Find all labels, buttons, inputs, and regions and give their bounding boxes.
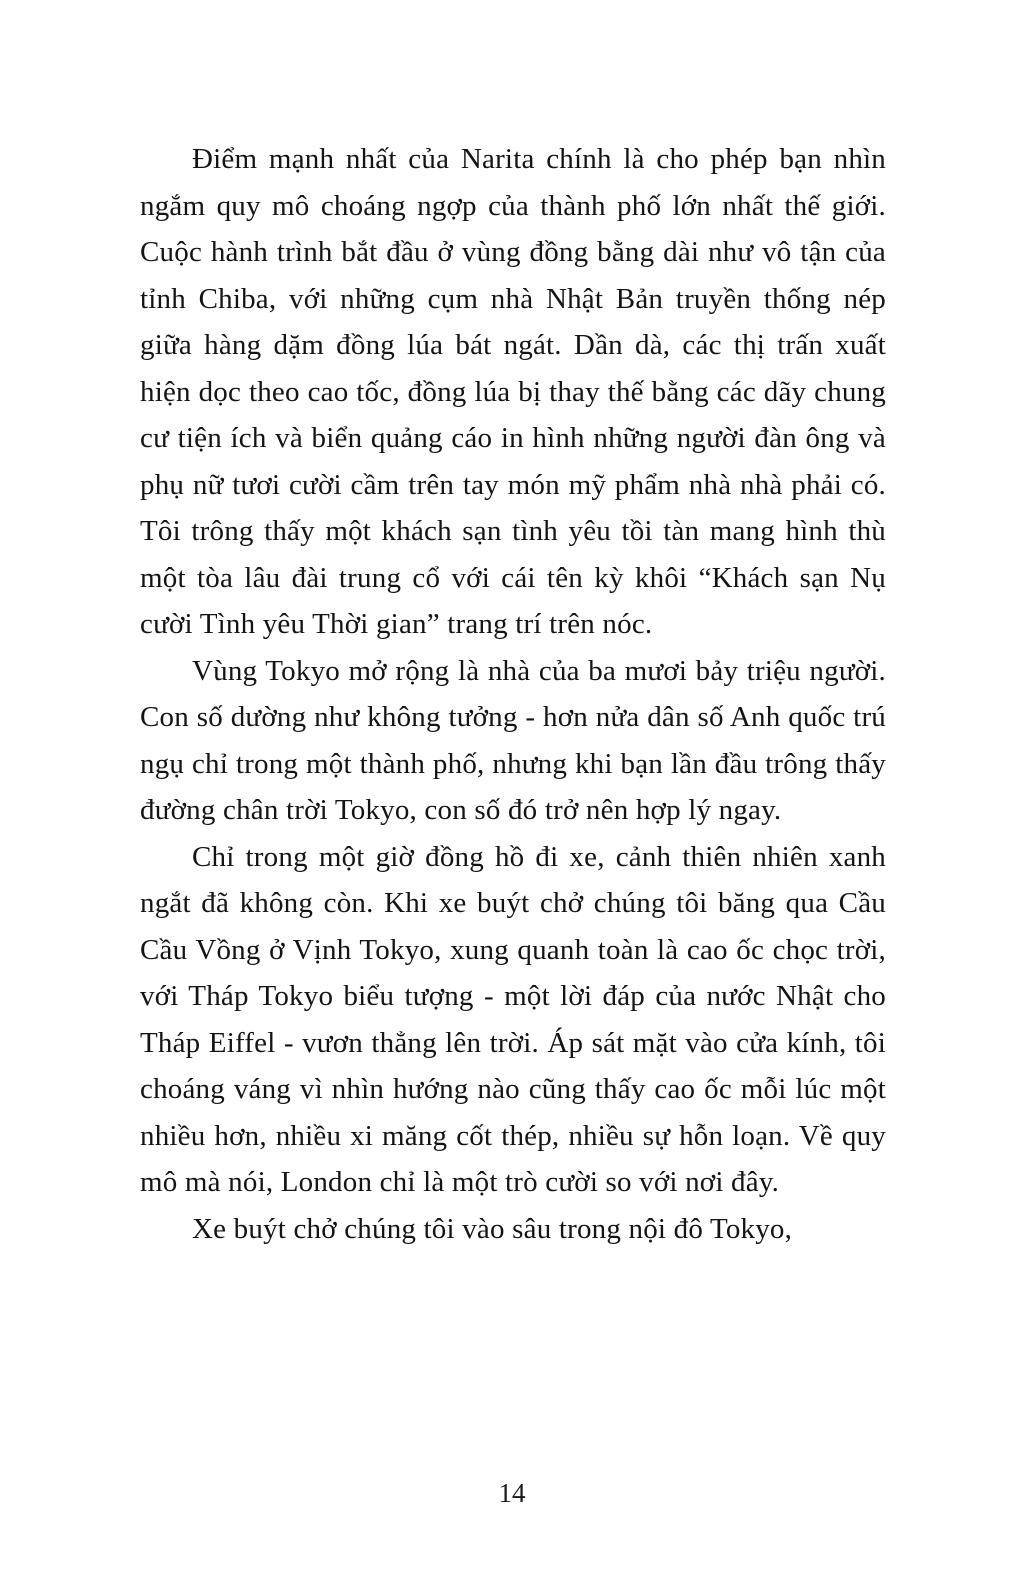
page-number: 14	[498, 1478, 526, 1508]
body-paragraph: Vùng Tokyo mở rộng là nhà của ba mươi bảy triệu người. Con số dường như không tưởng - hơn nửa dân số Anh quốc trú ngụ chỉ trong một thành phố, nhưng khi bạn lần đầu trông thấy đường chân trời Tokyo, con số đó trở nên hợp lý ngay.	[140, 654, 886, 826]
body-paragraph: Xe buýt chở chúng tôi vào sâu trong nội đô Tokyo,	[192, 1212, 793, 1245]
body-paragraph: Chỉ trong một giờ đồng hồ đi xe, cảnh thiên nhiên xanh ngắt đã không còn. Khi xe buýt chở chúng tôi băng qua Cầu Cầu Vồng ở Vịnh Tokyo, xung quanh toàn là cao ốc chọc trời, với Tháp Tokyo biểu tượng - một lời đáp của nước Nhật cho Tháp Eiffel - vươn thẳng lên trời. Áp sát mặt vào cửa kính, tôi choáng váng vì nhìn hướng nào cũng thấy cao ốc mỗi lúc một nhiều hơn, nhiều xi măng cốt thép, nhiều sự hỗn loạn. Về quy mô mà nói, London chỉ là một trò cười so với nơi đây.	[140, 840, 886, 1198]
page-text-block	[140, 136, 886, 1252]
body-paragraph: Điểm mạnh nhất của Narita chính là cho phép bạn nhìn ngắm quy mô choáng ngợp của thành phố lớn nhất thế giới. Cuộc hành trình bắt đầu ở vùng đồng bằng dài như vô tận của tỉnh Chiba, với những cụm nhà Nhật Bản truyền thống nép giữa hàng dặm đồng lúa bát ngát. Dần dà, các thị trấn xuất hiện dọc theo cao tốc, đồng lúa bị thay thế bằng các dãy chung cư tiện ích và biển quảng cáo in hình những người đàn ông và phụ nữ tươi cười cầm trên tay món mỹ phẩm nhà nhà phải có. Tôi trông thấy một khách sạn tình yêu tồi tàn mang hình thù một tòa lâu đài trung cổ với cái tên kỳ khôi “Khách sạn Nụ cười Tình yêu Thời gian” trang trí trên nóc.	[140, 143, 886, 640]
